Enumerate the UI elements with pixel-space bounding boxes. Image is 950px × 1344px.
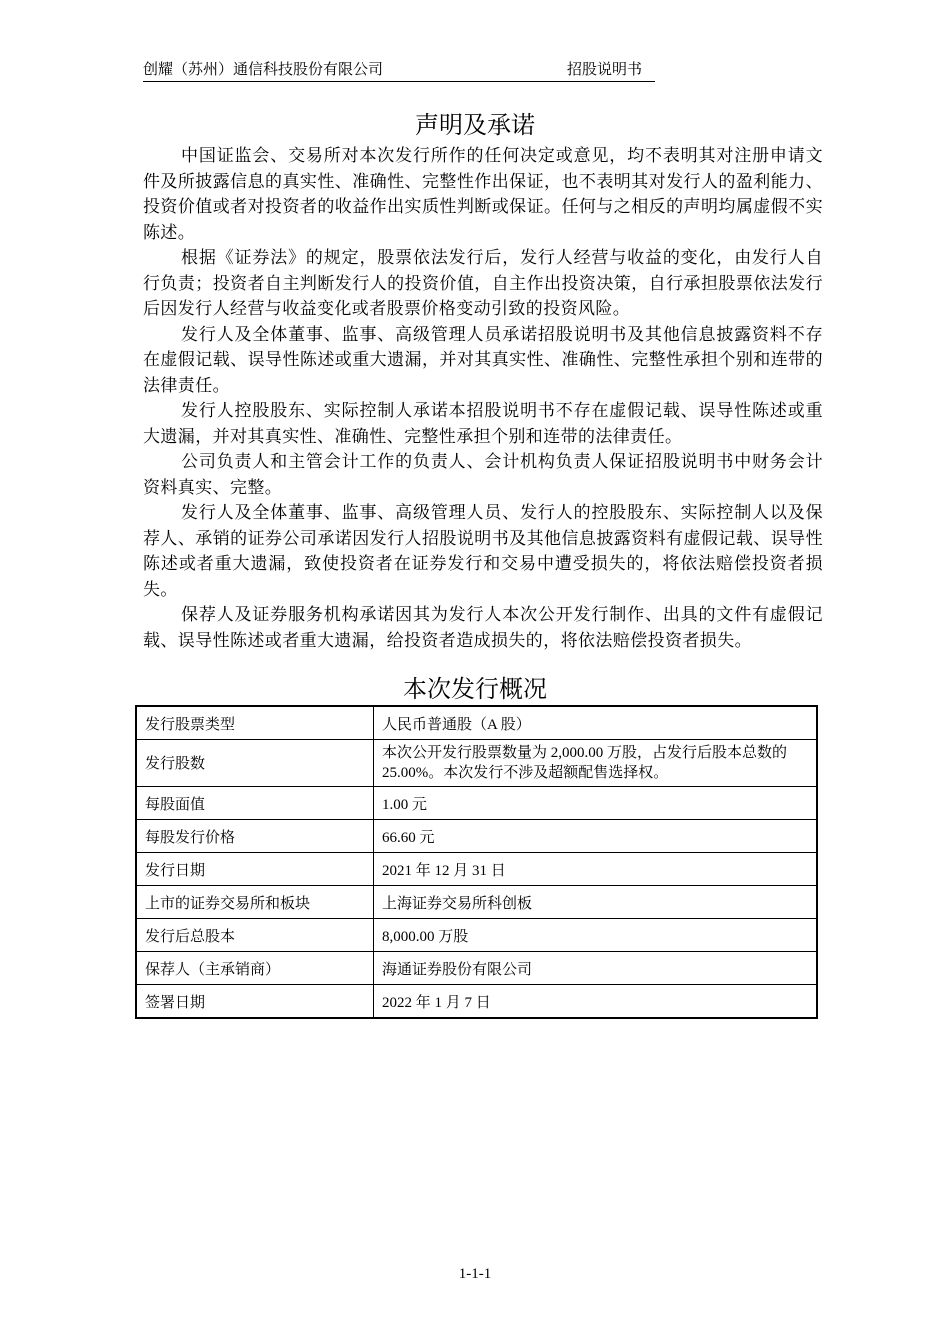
declaration-paragraph: 公司负责人和主管会计工作的负责人、会计机构负责人保证招股说明书中财务会计资料真实、完整。 — [143, 452, 823, 498]
table-row — [136, 985, 817, 1019]
row-label: 发行日期 — [136, 853, 374, 886]
row-value: 海通证券股份有限公司 — [374, 952, 818, 985]
row-label: 上市的证券交易所和板块 — [136, 886, 374, 919]
declaration-paragraph: 发行人控股股东、实际控制人承诺本招股说明书不存在虚假记载、误导性陈述或重大遗漏，并对其真实性、准确性、完整性承担个别和连带的法律责任。 — [143, 401, 823, 447]
row-label: 发行股票类型 — [136, 706, 374, 740]
declaration-paragraph: 根据《证券法》的规定，股票依法发行后，发行人经营与收益的变化，由发行人自行负责；投资者自主判断发行人的投资价值，自主作出投资决策，自行承担股票依法发行后因发行人经营与收益变化或者股票价格变动引致的投资风险。 — [143, 248, 823, 319]
declaration-body — [143, 144, 823, 654]
table-row — [136, 952, 817, 985]
table-row — [136, 706, 817, 740]
table-row — [136, 740, 817, 787]
page-number: 1-1-1 — [458, 1266, 492, 1282]
header-document-type: 招股说明书 — [567, 60, 643, 78]
row-value: 2021 年 12 月 31 日 — [374, 853, 818, 886]
summary-title: 本次发行概况 — [403, 675, 547, 703]
declaration-paragraph: 发行人及全体董事、监事、高级管理人员、发行人的控股股东、实际控制人以及保荐人、承销的证券公司承诺因发行人招股说明书及其他信息披露资料有虚假记载、误导性陈述或者重大遗漏，致使投资者在证券发行和交易中遭受损失的，将依法赔偿投资者损失。 — [143, 503, 823, 600]
table-row — [136, 820, 817, 853]
row-label: 发行股数 — [136, 740, 374, 787]
declaration-paragraph: 发行人及全体董事、监事、高级管理人员承诺招股说明书及其他信息披露资料不存在虚假记载、误导性陈述或重大遗漏，并对其真实性、准确性、完整性承担个别和连带的法律责任。 — [143, 324, 823, 396]
declaration-title: 声明及承诺 — [415, 111, 535, 139]
row-value: 1.00 元 — [374, 787, 818, 820]
row-value: 8,000.00 万股 — [374, 919, 818, 952]
row-value: 2022 年 1 月 7 日 — [374, 985, 818, 1019]
row-value: 66.60 元 — [374, 820, 818, 853]
row-label: 每股面值 — [136, 787, 374, 820]
row-value: 本次公开发行股票数量为 2,000.00 万股，占发行后股本总数的 25.00%。本次发行不涉及超额配售选择权。 — [374, 740, 818, 787]
row-label: 发行后总股本 — [136, 919, 374, 952]
declaration-paragraph: 保荐人及证券服务机构承诺因其为发行人本次公开发行制作、出具的文件有虚假记载、误导性陈述或者重大遗漏，给投资者造成损失的，将依法赔偿投资者损失。 — [143, 605, 823, 651]
table-row — [136, 787, 817, 820]
row-value: 上海证券交易所科创板 — [374, 886, 818, 919]
table-row — [136, 853, 817, 886]
header-company-name: 创耀（苏州）通信科技股份有限公司 — [143, 60, 384, 78]
table-row — [136, 919, 817, 952]
row-value: 人民币普通股（A 股） — [374, 706, 818, 740]
row-label: 保荐人（主承销商） — [136, 952, 374, 985]
row-label: 签署日期 — [136, 985, 374, 1019]
declaration-paragraph: 中国证监会、交易所对本次发行所作的任何决定或意见，均不表明其对注册申请文件及所披露信息的真实性、准确性、完整性作出保证，也不表明其对发行人的盈利能力、投资价值或者对投资者的收益作出实质性判断或保证。任何与之相反的声明均属虚假不实陈述。 — [143, 146, 823, 243]
row-label: 每股发行价格 — [136, 820, 374, 853]
page-header — [143, 59, 655, 82]
offering-summary-table — [135, 705, 818, 1019]
table-row — [136, 886, 817, 919]
